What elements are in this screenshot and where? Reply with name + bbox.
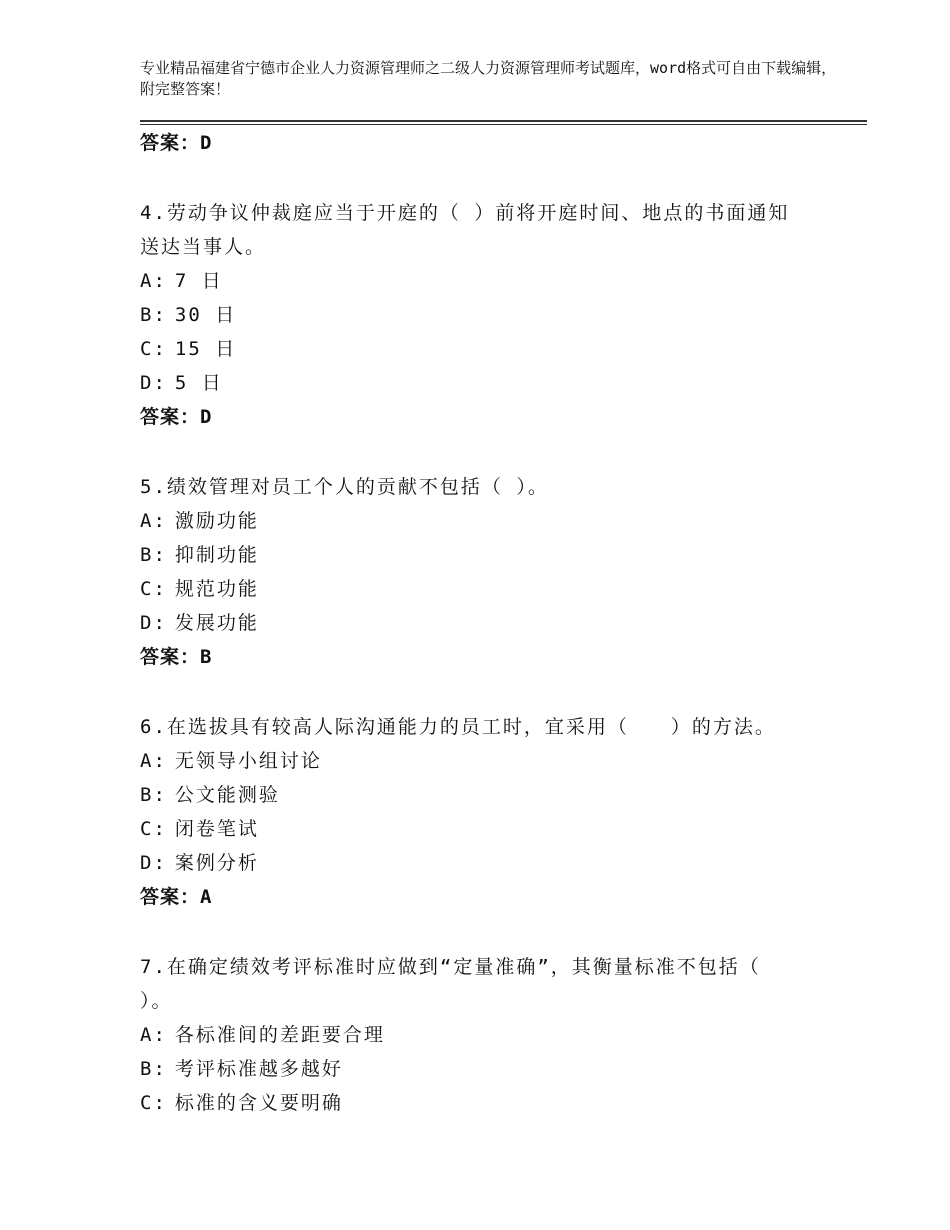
question-stem (140, 196, 820, 264)
question-stem (140, 710, 820, 744)
header-rule-thin (140, 124, 867, 125)
option-d: D: 案例分析 (140, 852, 259, 874)
question-list (140, 126, 820, 1120)
question-6 (140, 710, 820, 914)
stem-line: 6.在选拔具有较高人际沟通能力的员工时，宜采用（ ）的方法。 (140, 716, 776, 738)
option-d: D: 5 日 (140, 372, 223, 394)
option-c: C: 规范功能 (140, 578, 259, 600)
answer-line (140, 880, 820, 914)
answer-value: D (200, 132, 213, 154)
document-header (140, 58, 840, 100)
question-4 (140, 196, 820, 434)
question-5 (140, 470, 820, 674)
stem-line: 4.劳动争议仲裁庭应当于开庭的（ ）前将开庭时间、地点的书面通知 (140, 202, 790, 224)
stem-line: 7.在确定绩效考评标准时应做到“定量准确”，其衡量标准不包括（ (140, 956, 761, 978)
answer-value: A (200, 886, 213, 908)
answer-line (140, 640, 820, 674)
option-b: B: 公文能测验 (140, 784, 280, 806)
option-a: A: 无领导小组讨论 (140, 750, 322, 772)
question-stem (140, 470, 820, 504)
option-d: D: 发展功能 (140, 612, 259, 634)
stem-line: 5.绩效管理对员工个人的贡献不包括（ ）。 (140, 476, 549, 498)
option-c: C: 闭卷笔试 (140, 818, 259, 840)
answer-line (140, 126, 820, 160)
question-7 (140, 950, 820, 1120)
option-a: A: 各标准间的差距要合理 (140, 1024, 385, 1046)
option-b: B: 抑制功能 (140, 544, 259, 566)
option-c: C: 15 日 (140, 338, 237, 360)
answer-label: 答案： (140, 886, 201, 908)
stem-line: ）。 (140, 990, 173, 1012)
header-title: 专业精品福建省宁德市企业人力资源管理师之二级人力资源管理师考试题库，word格式可自由下载编辑，附完整答案！ (140, 59, 837, 98)
header-rule-thick (140, 120, 867, 122)
answer-label: 答案： (140, 406, 201, 428)
stem-line: 送达当事人。 (140, 236, 267, 258)
option-b: B: 30 日 (140, 304, 237, 326)
answer-value: B (200, 646, 213, 668)
answer-line (140, 400, 820, 434)
answer-value: D (200, 406, 213, 428)
option-b: B: 考评标准越多越好 (140, 1058, 343, 1080)
option-a: A: 激励功能 (140, 510, 259, 532)
question-stem (140, 950, 820, 1018)
option-a: A: 7 日 (140, 270, 223, 292)
answer-label: 答案： (140, 646, 201, 668)
option-c: C: 标准的含义要明确 (140, 1092, 343, 1114)
answer-label: 答案： (140, 132, 201, 154)
